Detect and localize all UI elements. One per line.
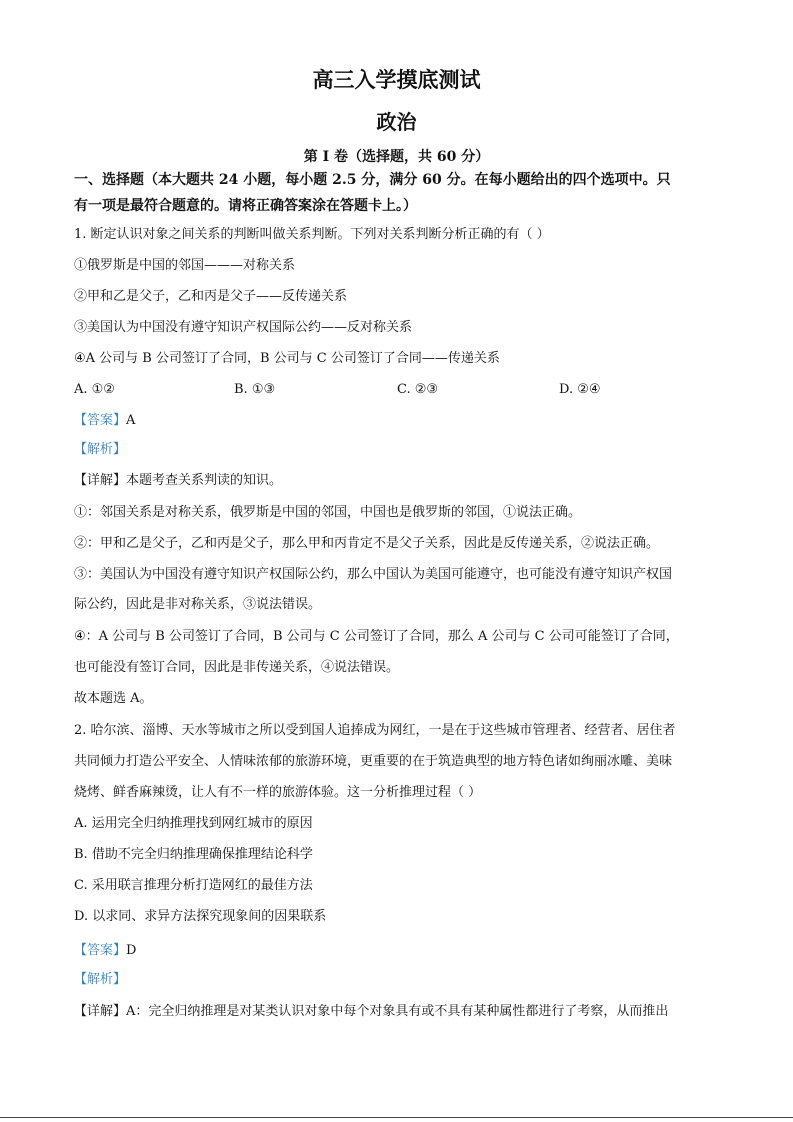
q2-stem-1: 2. 哈尔滨、淄博、天水等城市之所以受到国人追捧成为网红，一是在于这些城市管理者、经营者、居住者 [74,723,676,738]
q1-explain-2: ②：甲和乙是父子，乙和丙是父子，那么甲和丙肯定不是父子关系，因此是反传递关系，②说法正确。 [74,536,660,551]
detail-tag: 【详解】 [74,473,127,488]
q1-answer-value: A [126,413,136,428]
q2-detail-text: A：完全归纳推理是对某类认识对象中每个对象具有或不具有某种属性都进行了考察，从而推出 [126,1004,669,1019]
q1-item-4: ④A 公司与 B 公司签订了合同，B 公司与 C 公司签订了合同——传递关系 [74,351,500,366]
q2-answer [74,943,724,959]
q1-explain-4b: 也可能没有签订合同，因此是非传递关系，④说法错误。 [74,660,400,675]
q2-detail [74,1004,724,1020]
q1-detail-text: 本题考查关系判读的知识。 [126,473,283,488]
q1-stem: 1. 断定认识对象之间关系的判断叫做关系判断。下列对关系判断分析正确的有（ ） [74,227,550,242]
q2-stem-3: 烧烤、鲜香麻辣烫，让人有不一样的旅游体验。这一分析推理过程（ ） [74,785,482,800]
q1-detail [74,473,724,489]
analysis-tag: 【解析】 [74,972,127,987]
q1-option-b: B. ①③ [234,382,276,397]
q1-explain-4a: ④：A 公司与 B 公司签订了合同，B 公司与 C 公司签订了合同，那么 A 公司与 C 公司可能签订了合同， [74,629,679,644]
q2-stem-2: 共同倾力打造公平安全、人情味浓郁的旅游环境，更重要的在于筑造典型的地方特色诸如绚丽冰雕、美味 [74,754,673,769]
q1-conclusion: 故本题选 A。 [74,691,153,706]
detail-tag: 【详解】 [74,1004,127,1019]
q1-option-c: C. ②③ [397,382,439,397]
q1-item-2: ②甲和乙是父子，乙和丙是父子——反传递关系 [74,289,348,304]
q1-explain-1: ①：邻国关系是对称关系，俄罗斯是中国的邻国，中国也是俄罗斯的邻国，①说法正确。 [74,505,582,520]
q1-option-a: A. ①② [74,382,115,397]
exam-subject: 政治 [376,110,417,134]
q1-option-d: D. ②④ [559,382,601,397]
answer-tag: 【答案】 [74,413,127,428]
exam-part-heading: 第 I 卷（选择题，共 60 分） [303,149,490,165]
q2-answer-value: D [126,943,137,958]
page-bottom-rule [0,1117,793,1118]
q2-option-a: A. 运用完全归纳推理找到网红城市的原因 [74,816,313,831]
q1-item-3: ③美国认为中国没有遵守知识产权国际公约——反对称关系 [74,320,413,335]
exam-title: 高三入学摸底测试 [312,67,481,92]
q2-option-b: B. 借助不完全归纳推理确保推理结论科学 [74,847,313,862]
answer-tag: 【答案】 [74,943,127,958]
q1-answer [74,413,724,429]
q1-item-1: ①俄罗斯是中国的邻国———对称关系 [74,258,296,273]
q2-analysis [74,972,724,988]
q1-explain-3b: 际公约，因此是非对称关系，③说法错误。 [74,597,322,612]
section-instructions-line1: 一、选择题（本大题共 24 小题，每小题 2.5 分，满分 60 分。在每小题给出的四个选项中。只 [74,172,671,188]
analysis-tag: 【解析】 [74,442,127,457]
q1-analysis [74,442,724,458]
q2-option-c: C. 采用联言推理分析打造网红的最佳方法 [74,878,313,893]
section-instructions-line2: 有一项是最符合题意的。请将正确答案涂在答题卡上。） [74,198,417,214]
q2-option-d: D. 以求同、求异方法探究现象间的因果联系 [74,909,327,924]
q1-explain-3a: ③：美国认为中国没有遵守知识产权国际公约，那么中国认为美国可能遵守，也可能没有遵守知识产权国 [74,567,673,582]
